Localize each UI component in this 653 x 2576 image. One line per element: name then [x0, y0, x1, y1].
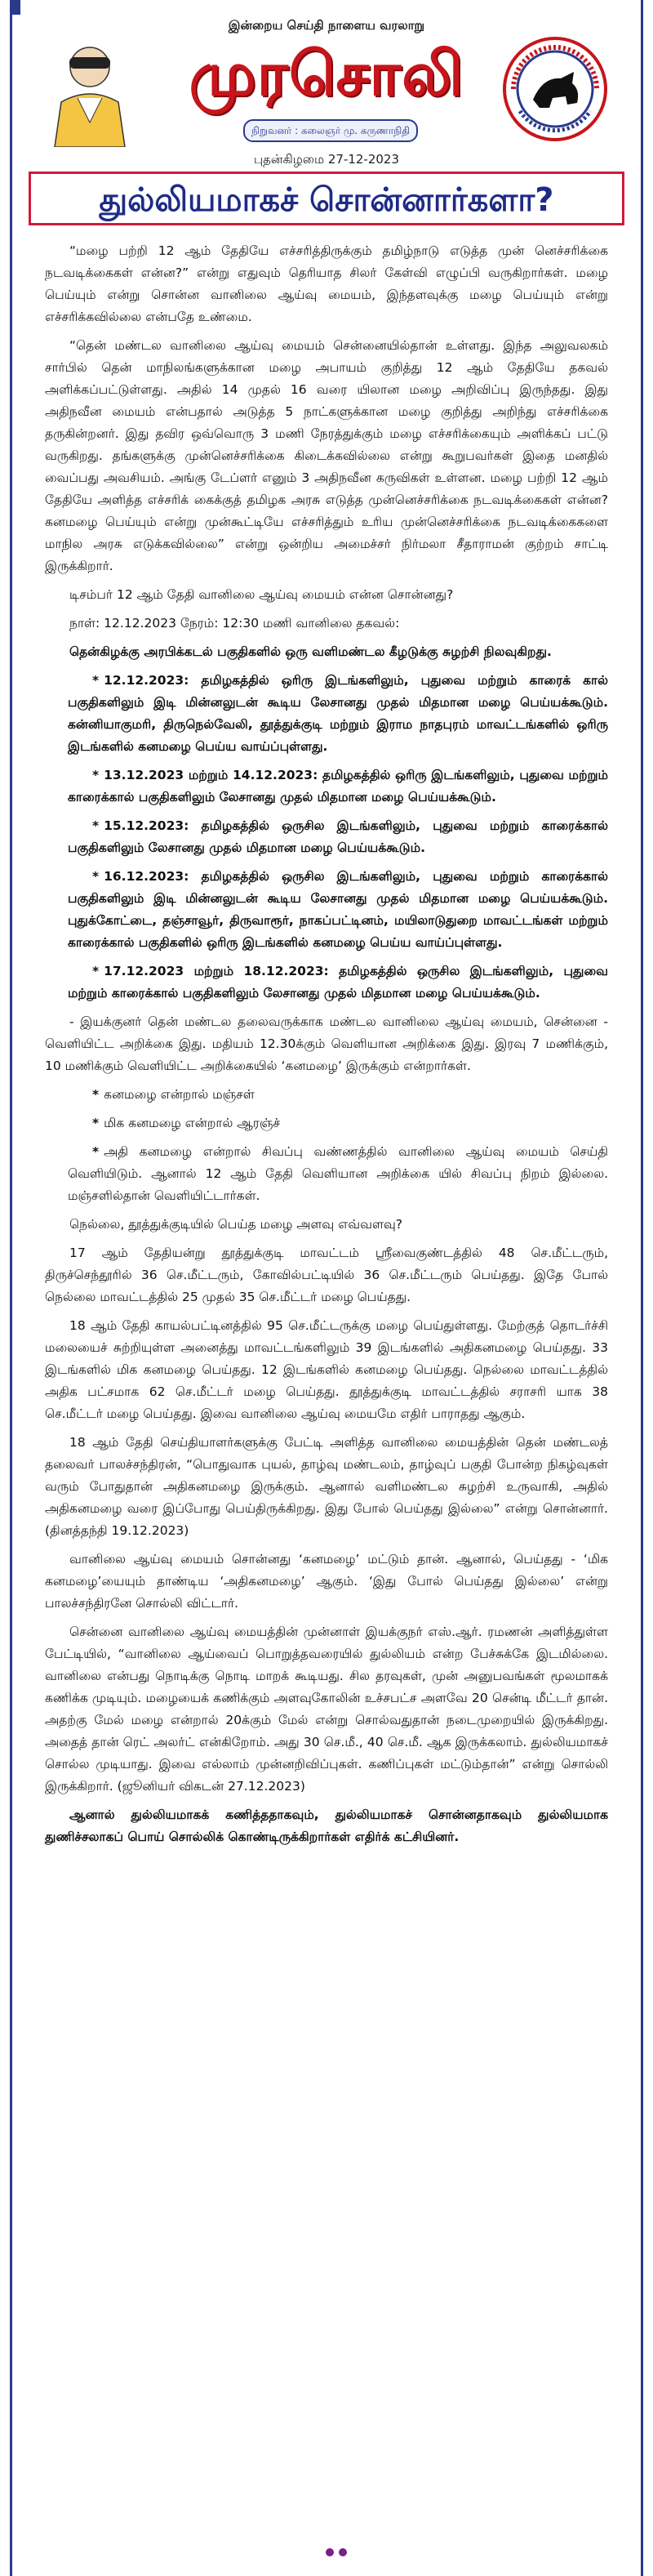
forecast-item: * 13.12.2023 மற்றும் 14.12.2023: தமிழகத்தில் ஒரிரு இடங்களிலும், புதுவை மற்றும் காரைக்கால் பகுதிகளிலும் லேசானது முதல் மிதமான மழை பெய்யக்கூடும். — [68, 768, 608, 804]
end-marker-icon — [326, 2548, 347, 2556]
article-question: நெல்லை, தூத்துக்குடியில் பெய்த மழை அளவு எவ்வளவு? — [69, 1217, 403, 1232]
article-conclusion: ஆனால் துல்லியமாகக் கணித்ததாகவும், துல்லியமாகச் சொன்னதாகவும் துல்லியமாக துணிச்சலாகப் பொய் சொல்லிக் கொண்டிருக்கிறார்கள் எதிர்க் கட்சியினர். — [45, 1807, 608, 1844]
article-paragraph: சென்னை வானிலை ஆய்வு மையத்தின் முன்னாள் இயக்குநர் எஸ்.ஆர். ரமணன் அளித்துள்ள பேட்டியில், “வானிலை ஆய்வைப் பொறுத்தவரையில் துல்லியம் என்ற பேச்சுக்கே இடமில்லை. வானிலை என்பது நொடிக்கு நொடி மாறக் கூடியது. சில தரவுகள், முன் அனுபவங்கள் மூலமாகக் கணிக்க முடியும். மழையைக் கணிக்கும் அளவுகோலின் உச்சபட்ச அளவே 20 சென்டி மீட்டர் தான். அதற்கு மேல் மழை என்றால் 20க்கும் மேல் என்று சொல்வதுதான் நடைமுறையில் இருக்கிறது. அதைத் தான் ரெட் அலர்ட் என்கிறோம். அது 30 செ.மீ., 40 செ.மீ. ஆக இருக்கலாம். துல்லியமாகச் சொல்ல முடியாது. இவை எல்லாம் முன்னறிவிப்புகள். கணிப்புகள் மட்டும்தான்” என்று சொல்லி இருக்கிறார். (ஜூனியர் விகடன் 27.12.2023) — [45, 1624, 608, 1794]
article-paragraph: 17 ஆம் தேதியன்று தூத்துக்குடி மாவட்டம் ஸ்ரீவைகுண்டத்தில் 48 செ.மீட்டரும், திருச்செந்தூரில் 36 செ.மீட்டரும், கோவில்பட்டியில் 36 செ.மீட்டரும் பெய்தது. இதே போல் நெல்லை மாவட்டத்தில் 25 முதல் 35 செ.மீட்டர் மழை பெய்தது. — [45, 1246, 608, 1304]
founder-label: நிறுவனர் : கலைஞர் மு. கருணாநிதி — [243, 119, 418, 142]
color-code-item: * கனமழை என்றால் மஞ்சள் — [92, 1087, 255, 1102]
masthead — [12, 0, 641, 172]
bulletin-summary: தென்கிழக்கு அரபிக்கடல் பகுதிகளில் ஒரு வளிமண்டல கீழடுக்கு சுழற்சி நிலவுகிறது. — [69, 644, 552, 659]
masthead-tagline: இன்றைய செய்தி நாளைய வரலாறு — [228, 18, 425, 33]
article-paragraph: வானிலை ஆய்வு மையம் சொன்னது ‘கனமழை’ மட்டும் தான். ஆனால், பெய்தது - ‘மிக கனமழை’யையும் தாண்டிய ‘அதிகனமழை’ ஆகும். ‘இது போல் பெய்தது இல்லை’ என்று பாலச்சந்திரனே சொல்லி விட்டார். — [45, 1552, 608, 1611]
color-code-item: * அதி கனமழை என்றால் சிவப்பு வண்ணத்தில் வானிலை ஆய்வு மையம் செய்தி வெளியிடும். ஆனால் 12 ஆம் தேதி வெளியான அறிக்கை யில் சிவப்பு நிறம் இல்லை. மஞ்சளில்தான் வெளியிட்டார்கள். — [68, 1144, 608, 1203]
headline: துல்லியமாகச் சொன்னார்களா? — [29, 172, 624, 225]
article-question: டிசம்பர் 12 ஆம் தேதி வானிலை ஆய்வு மையம் என்ன சொன்னது? — [69, 587, 454, 602]
article-paragraph: “தென் மண்டல வானிலை ஆய்வு மையம் சென்னையில்தான் உள்ளது. இந்த அலுவலகம் சார்பில் தென் மாநிலங்களுக்கான மழை அபாயம் குறித்து 12 ஆம் தேதியே தகவல் அளிக்கப்பட்டுள்ளது. அதில் 14 முதல் 16 வரை யிலான மழை அறிவிப்பு இருந்தது. இது அதிநவீன மையம் என்பதால் அடுத்த 5 நாட்களுக்கான மழை குறித்து அறிந்து எச்சரிக்கை தருகின்றனர். இது தவிர ஒவ்வொரு 3 மணி நேரத்துக்கும் மழை எச்சரிக்கையும் அளிக்கப் பட்டு வருகிறது. தங்களுக்கு முன்னெச்சரிக்கை கிடைக்கவில்லை என்று கூறுபவர்கள் இதை மனதில் வைப்பது அவசியம். அங்கு டேப்ளர் எனும் 3 அதிநவீன கருவிகள் உள்ளன. மழை பற்றி 12 ஆம் தேதியே அளித்த எச்சரிக் கைக்குத் தமிழக அரசு எடுத்த முன்னெச்சரிக்கை நடவடிக்கைகள் என்ன? கனமழை பெய்யும் என்று முன்கூட்டியே எச்சரித்தும் உரிய முன்னெச்சரிக்கை நடவடிக்கைகளை மாநில அரசு எடுக்கவில்லை” என்று ஒன்றிய அமைச்சர் நிர்மலா சீதாராமன் குற்றம் சாட்டி இருக்கிறார். — [45, 338, 608, 573]
color-code-item: * மிக கனமழை என்றால் ஆரஞ்ச் — [92, 1116, 281, 1130]
forecast-item: * 17.12.2023 மற்றும் 18.12.2023: தமிழகத்தில் ஒருசில இடங்களிலும், புதுவை மற்றும் காரைக்கால் பகுதிகளிலும் லேசானது முதல் மிதமான மழை பெய்யக்கூடும். — [68, 964, 608, 1001]
publication-date: புதன்கிழமை 27-12-2023 — [253, 152, 400, 167]
seal-icon — [502, 36, 608, 142]
bulletin-date-time: நாள்: 12.12.2023 நேரம்: 12:30 மணி வானிலை தகவல்: — [69, 616, 400, 631]
article-body — [12, 225, 641, 1848]
forecast-item: * 15.12.2023: தமிழகத்தில் ஒருசில இடங்களிலும், புதுவை மற்றும் காரைக்கால் பகுதிகளிலும் லேசானது முதல் மிதமான மழை பெய்யக்கூடும். — [68, 818, 608, 855]
article-paragraph: 18 ஆம் தேதி செய்தியாளர்களுக்கு பேட்டி அளித்த வானிலை மையத்தின் தென் மண்டலத் தலைவர் பாலச்சந்திரன், “பொதுவாக புயல், தாழ்வு மண்டலம், தாழ்வுப் பகுதி போன்ற நிகழ்வுகள் வரும் போதுதான் அதிகனமழை இருக்கும். ஆனால் வளிமண்டல சுழற்சி உருவாகி, அதில் அதிகனமழை வரை இப்போது பெய்திருக்கிறது. இது போல் பெய்தது இல்லை” என்று சொன்னார். (தினத்தந்தி 19.12.2023) — [45, 1435, 608, 1538]
forecast-item: * 16.12.2023: தமிழகத்தில் ஒருசில இடங்களிலும், புதுவை மற்றும் காரைக்கால் பகுதிகளிலும் இடி மின்னலுடன் கூடிய லேசானது முதல் மிதமான மழை பெய்யக்கூடும். புதுக்கோட்டை, தஞ்சாவூர், திருவாரூர், நாகப்பட்டினம், மயிலாடுதுறை மாவட்டங்கள் மற்றும் காரைக்கால் பகுதிகளில் ஒரிரு இடங்களில் கனமழை பெய்ய வாய்ப்புள்ளது. — [68, 869, 608, 950]
article-paragraph: 18 ஆம் தேதி காயல்பட்டினத்தில் 95 செ.மீட்டருக்கு மழை பெய்துள்ளது. மேற்குத் தொடர்ச்சி மலையைச் சுற்றியுள்ள அனைத்து மாவட்டங்களிலும் 39 இடங்களில் அதிகனமழை பெய்தது. 33 இடங்களில் மிக கனமழை பெய்தது. 12 இடங்களில் கனமழை பெய்தது. நெல்லை மாவட்டத்தில் அதிக பட்சமாக 62 செ.மீட்டர் மழை பெய்தது. தூத்துக்குடி மாவட்டத்தில் சராசரி யாக 38 செ.மீட்டர் மழை பெய்தது. இவை வானிலை ஆய்வு மையமே எதிர் பாராதது ஆகும். — [45, 1318, 608, 1421]
article-paragraph: - இயக்குனர் தென் மண்டல தலைவருக்காக மண்டல வானிலை ஆய்வு மையம், சென்னை - வெளியிட்ட அறிக்கை இது. மதியம் 12.30க்கும் வெளியான அறிக்கை இது. இரவு 7 மணிக்கும், 10 மணிக்கும் வெளியிட்ட அறிக்கையில் ‘கனமழை’ இருக்கும் என்றார்கள். — [45, 1014, 608, 1073]
article-paragraph-lead: “மழை பற்றி 12 ஆம் தேதியே எச்சரித்திருக்கும் தமிழ்நாடு எடுத்த முன் னெச்சரிக்கை நடவடிக்கைகள் என்ன?” என்று எதுவும் தெரியாத சிலர் கேள்வி எழுப்பி வருகிறார்கள். மழை பெய்யும் என்று சொன்ன வானிலை ஆய்வு மையம், இந்தளவுக்கு மழை பெய்யும் என்று எச்சரிக்கவில்லை என்பதே உண்மை. — [45, 243, 608, 324]
newspaper-logo-title: முரசொலி — [189, 39, 464, 109]
forecast-item: * 12.12.2023: தமிழகத்தில் ஒரிரு இடங்களிலும், புதுவை மற்றும் காரைக் கால் பகுதிகளிலும் இடி மின்னலுடன் கூடிய லேசானது முதல் மிதமான மழை பெய்யக்கூடும். கன்னியாகுமரி, திருநெல்வேலி, தூத்துக்குடி மற்றும் இராம நாதபுரம் மாவட்டங்களில் ஒரிரு இடங்களில் கனமழை பெய்ய வாய்ப்புள்ளது. — [68, 673, 608, 754]
newspaper-page — [10, 0, 643, 2576]
